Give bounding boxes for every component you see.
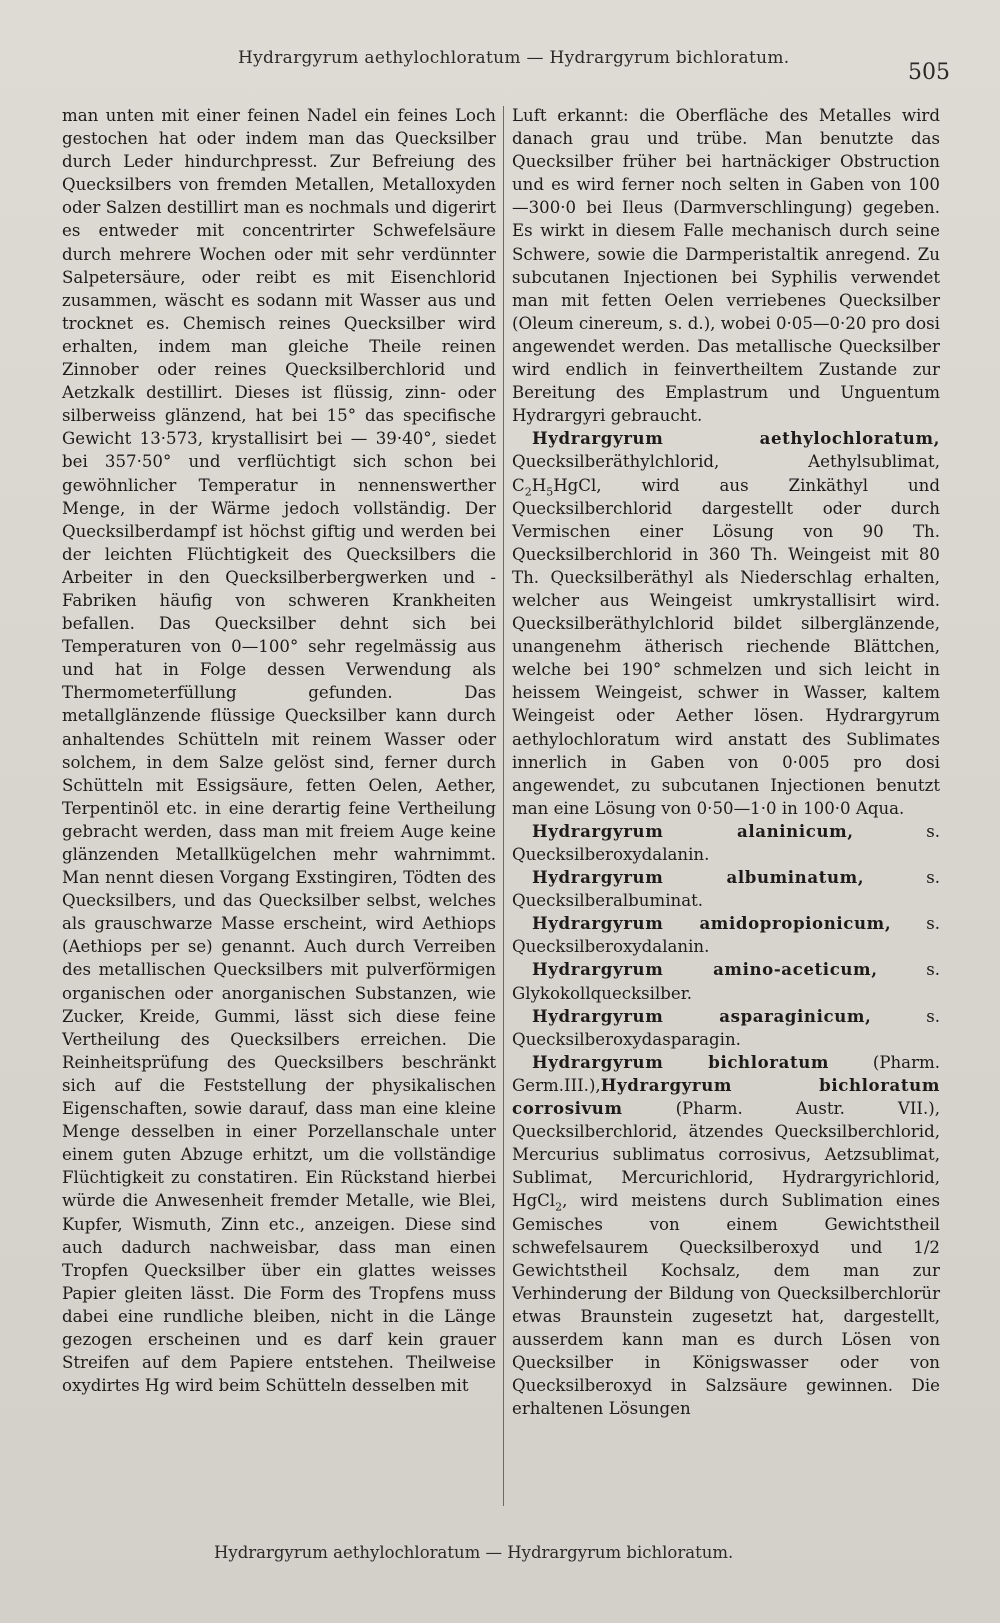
headword: Hydrargyrum amino-aceticum, xyxy=(532,959,878,980)
headword: Hydrargyrum bichloratum xyxy=(532,1051,830,1072)
right-column-continuation: Luft erkannt: die Oberfläche des Metalles wird danach grau und trübe. Man benutzte das Quecksilber früher bei hartnäckiger Obstruction und es wird ferner noch selten in Gaben von 100—300·0 bei Ileus (Darmverschlingung) gegeben. Es wirkt in diesem Falle mechanisch durch seine Schwere, sowie die Darmperistaltik anregend. Zu subcutanen Injectionen bei Syphilis verwendet man mit fetten Oelen verriebenes Quecksilber (Oleum cinereum, s. d.), wobei 0·05—0·20 pro dosi angewendet werden. Das metallische Quecksilber wird endlich in feinvertheiltem Zustande zur Bereitung des Emplastrum und Unguentum Hydrargyri gebraucht. xyxy=(512,106,940,426)
entry-bichloratum: Hydrargyrum bichloratum (Pharm. Germ.III.),Hydrargyrum bichloratum corrosivum (Pharm. Austr. VII.), Quecksilberchlorid, ätzendes Quecksilberchlorid, Mercurius sublimatus corrosivus, Aetzsublimat, Sublimat, Mercurichlorid, Hydrargyrichlorid, HgCl$_2$, wird meistens durch Sublimation eines Gemisches von einem Gewichtstheil schwefelsaurem Quecksilberoxyd und 1/2 Gewichtstheil Kochsalz, dem man zur Verhinderung der Bildung von Quecksilberchlorür etwas Braunstein zugesetzt hat, dargestellt, ausserdem kann man es durch Lösen von Quecksilber in Königswasser oder von Quecksilberoxyd in Salzsäure gewinnen. Die erhaltenen Lösungen xyxy=(512,1051,941,1419)
entry-aethylochloratum: Hydrargyrum aethylochloratum, Quecksilberäthylchlorid, Aethylsublimat, $C_2H_5HgCl$, wird aus Zinkäthyl und Quecksilberchlorid dargestellt oder durch Vermischen einer Lösung von 90 Th. Quecksilberchlorid in 360 Th. Weingeist mit 80 Th. Quecksilberäthyl als Niederschlag erhalten, welcher aus Weingeist umkrystallisirt wird. Quecksilberäthylchlorid bildet silberglänzende, unangenehm ätherisch riechende Blättchen, welche bei 190° schmelzen und sich leicht in heissem Weingeist, schwer in Wasser, kaltem Weingeist oder Aether lösen. Hydrargyrum aethylochloratum wird anstatt des Sublimates innerlich in Gaben von 0·005 pro dosi angewendet, zu subcutanen Injectionen benutzt man eine Lösung von 0·50—1·0 in 100·0 Aqua. xyxy=(512,428,940,818)
headword: Hydrargyrum albuminatum, xyxy=(532,867,865,888)
headword-2: Hydrargyrum bichloratum corrosivum xyxy=(512,1074,940,1119)
fraction-half: 1/2 xyxy=(913,1237,940,1257)
headword: Hydrargyrum alaninicum, xyxy=(532,820,854,841)
headword: Hydrargyrum aethylochloratum, xyxy=(532,428,940,449)
running-head: Hydrargyrum aethylochloratum — Hydrargyrum bichloratum. xyxy=(238,48,790,68)
page-number: 505 xyxy=(908,60,950,85)
bottom-caption: Hydrargyrum aethylochloratum — Hydrargyrum bichloratum. xyxy=(214,1543,734,1562)
entry-albuminatum: Hydrargyrum albuminatum, s. Quecksilberalbuminat. xyxy=(512,867,940,911)
headword: Hydrargyrum amidopropionicum, xyxy=(532,913,892,934)
entry-amino-aceticum: Hydrargyrum amino-aceticum, s. Glykokollquecksilber. xyxy=(512,959,940,1003)
entry-alaninicum: Hydrargyrum alaninicum, s. Quecksilberoxydalanin. xyxy=(512,820,940,864)
left-column-text: man unten mit einer feinen Nadel ein feines Loch gestochen hat oder indem man das Quecksilber durch Leder hindurchpresst. Zur Befreiung des Quecksilbers von fremden Metallen, Metalloxyden oder Salzen destillirt man es nochmals und digerirt es entweder mit concentrirter Schwefelsäure durch mehrere Wochen oder mit sehr verdünnter Salpetersäure, oder reibt es mit Eisenchlorid zusammen, wäscht es sodann mit Wasser aus und trocknet es. Chemisch reines Quecksilber wird erhalten, indem man gleiche Theile reinen Zinnober oder reines Quecksilberchlorid und Aetzkalk destillirt. Dieses ist flüssig, zinn- oder silberweiss glänzend, hat bei 15° das specifische Gewicht 13·573, krystallisirt bei — 39·40°, siedet bei 357·50° und verflüchtigt sich schon bei gewöhnlicher Temperatur in nennenswerther Menge, in der Wärme jedoch vollständig. Der Quecksilberdampf ist höchst giftig und werden bei der leichten Flüchtigkeit des Quecksilbers die Arbeiter in den Quecksilberbergwerken und -Fabriken häufig von schweren Krankheiten befallen. Das Quecksilber dehnt sich bei Temperaturen von 0—100° sehr regelmässig aus und hat in Folge dessen Verwendung als Thermometerfüllung gefunden. Das metallglänzende flüssige Quecksilber kann durch anhaltendes Schütteln mit reinem Wasser oder solchem, in dem Salze gelöst sind, ferner durch Schütteln mit Essigsäure, fetten Oelen, Aether, Terpentinöl etc. in eine derartig feine Vertheilung gebracht werden, dass man mit freiem Auge keine glänzenden Metallkügelchen mehr wahrnimmt. Man nennt diesen Vorgang Exstingiren, Tödten des Quecksilbers, und das Quecksilber selbst, welches als grauschwarze Masse erscheint, wird Aethiops (Aethiops per se) genannt. Auch durch Verreiben des metallischen Quecksilbers mit pulverförmigen organischen oder anorganischen Substanzen, wie Zucker, Kreide, Gummi, lässt sich diese feine Vertheilung des Quecksilbers erreichen. Die Reinheitsprüfung des Quecksilbers beschränkt sich auf die Feststellung der physikalischen Eigenschaften, sowie darauf, dass man eine kleine Menge desselben in einer Porzellanschale unter einem guten Abzuge erhitzt, um die vollständige Flüchtigkeit zu constatiren. Ein Rückstand hierbei würde die Anwesenheit fremder Metalle, wie Blei, Kupfer, Wismuth, Zinn etc., anzeigen. Diese sind auch dadurch nachweisbar, dass man einen Tropfen Quecksilber über ein glattes weisses Papier gleiten lässt. Die Form des Tropfens muss dabei eine rundliche bleiben, nicht in die Länge gezogen erscheinen und es darf kein grauer Streifen auf dem Papiere entstehen. Theilweise oxydirtes Hg wird beim Schütteln desselben mit xyxy=(62,106,496,1396)
entry-asparaginicum: Hydrargyrum asparaginicum, s. Quecksilberoxydasparagin. xyxy=(512,1005,940,1049)
left-column xyxy=(62,104,496,1397)
headword: Hydrargyrum asparaginicum, xyxy=(532,1005,872,1026)
entry-amidopropionicum: Hydrargyrum amidopropionicum, s. Quecksilberoxydalanin. xyxy=(512,913,940,957)
right-column xyxy=(512,104,940,1420)
column-divider xyxy=(503,106,504,1506)
